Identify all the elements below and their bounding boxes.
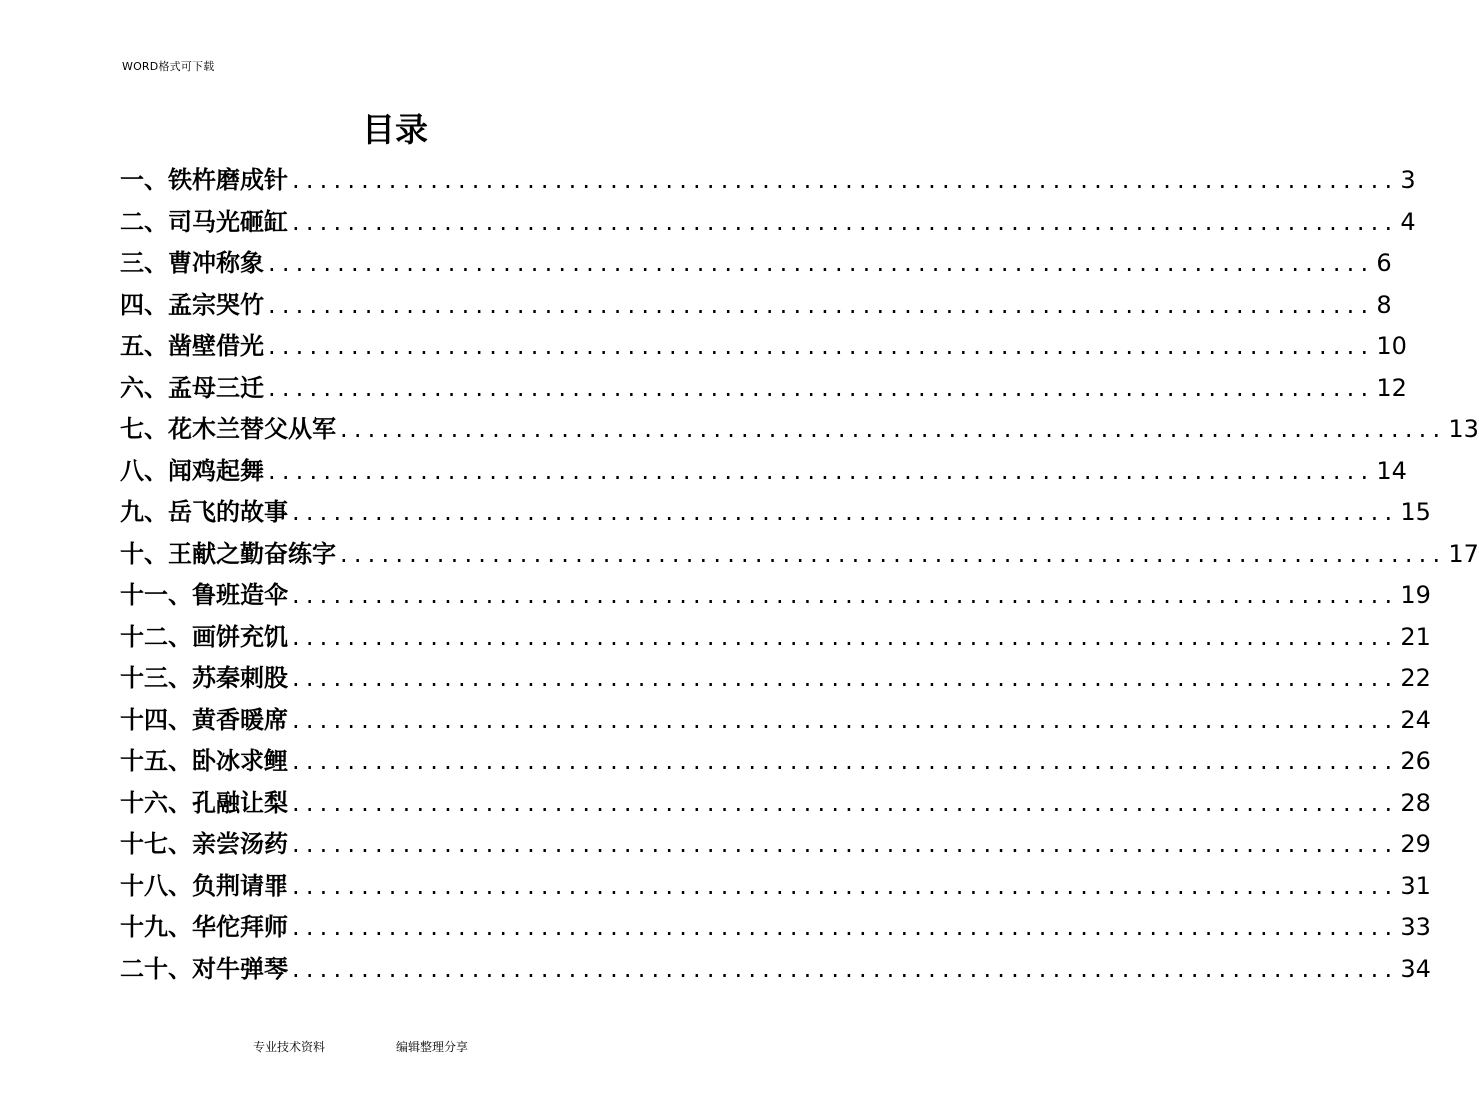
toc-entry[interactable]: [120, 409, 1479, 451]
toc-entry[interactable]: [120, 160, 1416, 202]
toc-entry-page-number: 29: [1400, 830, 1431, 858]
toc-entry-label: 八、闻鸡起舞: [120, 456, 264, 485]
toc-entry[interactable]: [120, 907, 1431, 949]
toc-entry-label: 十二、画饼充饥: [120, 622, 288, 651]
toc-entry-label: 六、孟母三迁: [120, 373, 264, 402]
toc-entry-page-number: 22: [1400, 664, 1431, 692]
toc-entry-label: 五、凿壁借光: [120, 332, 264, 360]
toc-entry-label: 三、曹冲称象: [120, 249, 264, 277]
header-note: WORD格式可下载: [122, 60, 215, 73]
toc-entry[interactable]: [120, 700, 1431, 742]
toc-dot-leader: ................................................................................: [292, 207, 1399, 236]
toc-dot-leader: ................................................................................: [292, 830, 1399, 858]
toc-entry[interactable]: [120, 285, 1392, 327]
toc-entry-label: 十一、鲁班造伞: [120, 581, 288, 609]
toc-entry-label: 九、岳飞的故事: [120, 498, 288, 526]
toc-entry-page-number: 15: [1400, 498, 1431, 526]
toc-dot-leader: ................................................................................: [292, 954, 1399, 983]
toc-entry-page-number: 17: [1448, 539, 1479, 568]
toc-entry-page-number: 6: [1376, 249, 1392, 277]
toc-entry[interactable]: [120, 949, 1431, 991]
toc-dot-leader: ................................................................................: [292, 498, 1399, 526]
toc-entry[interactable]: [120, 451, 1407, 493]
toc-dot-leader: ................................................................................: [292, 747, 1399, 775]
toc-dot-leader: ................................................................................: [292, 664, 1399, 692]
toc-entry-page-number: 34: [1400, 954, 1431, 983]
toc-entry-page-number: 19: [1400, 581, 1431, 609]
toc-entry-page-number: 33: [1400, 913, 1431, 941]
toc-entry-label: 十、王献之勤奋练字: [120, 539, 336, 568]
page-title: 目录: [362, 110, 428, 149]
toc-entry[interactable]: [120, 243, 1392, 285]
toc-dot-leader: ................................................................................: [340, 415, 1447, 443]
toc-entry-label: 十七、亲尝汤药: [120, 830, 288, 858]
toc-dot-leader: ................................................................................: [268, 290, 1375, 319]
toc-entry-label: 十四、黄香暖席: [120, 705, 288, 734]
toc-dot-leader: ................................................................................: [292, 581, 1399, 609]
toc-entry[interactable]: [120, 824, 1431, 866]
footer-right-text: 编辑整理分享: [396, 1040, 469, 1054]
toc-entry-label: 一、铁杵磨成针: [120, 166, 288, 194]
toc-entry-page-number: 10: [1376, 332, 1407, 360]
toc-entry-label: 十五、卧冰求鲤: [120, 747, 288, 775]
toc-entry-page-number: 12: [1376, 373, 1407, 402]
toc-dot-leader: ................................................................................: [268, 332, 1375, 360]
toc-entry[interactable]: [120, 741, 1431, 783]
toc-entry[interactable]: [120, 866, 1431, 908]
toc-entry-label: 十三、苏秦刺股: [120, 664, 288, 692]
toc-dot-leader: ................................................................................: [268, 373, 1375, 402]
table-of-contents: [120, 160, 1479, 990]
toc-entry-page-number: 8: [1376, 290, 1392, 319]
toc-entry-page-number: 28: [1400, 788, 1431, 817]
toc-entry-page-number: 21: [1400, 622, 1431, 651]
toc-entry-page-number: 31: [1400, 871, 1431, 900]
toc-entry-label: 二、司马光砸缸: [120, 207, 288, 236]
toc-entry-label: 二十、对牛弹琴: [120, 954, 288, 983]
toc-entry-label: 十九、华佗拜师: [120, 913, 288, 941]
toc-entry-label: 十六、孔融让梨: [120, 788, 288, 817]
toc-entry-page-number: 13: [1448, 415, 1479, 443]
toc-entry[interactable]: [120, 534, 1479, 576]
toc-entry-page-number: 4: [1400, 207, 1416, 236]
toc-entry-label: 四、孟宗哭竹: [120, 290, 264, 319]
footer-left-text: 专业技术资料: [253, 1040, 326, 1054]
toc-entry[interactable]: [120, 575, 1431, 617]
toc-dot-leader: ................................................................................: [292, 622, 1399, 651]
toc-entry[interactable]: [120, 492, 1431, 534]
toc-dot-leader: ................................................................................: [340, 539, 1447, 568]
toc-entry[interactable]: [120, 658, 1431, 700]
toc-entry-page-number: 14: [1376, 456, 1407, 485]
toc-entry[interactable]: [120, 617, 1431, 659]
toc-entry[interactable]: [120, 202, 1416, 244]
toc-dot-leader: ................................................................................: [292, 871, 1399, 900]
toc-entry-label: 十八、负荆请罪: [120, 871, 288, 900]
toc-entry-page-number: 26: [1400, 747, 1431, 775]
toc-entry-page-number: 3: [1400, 166, 1416, 194]
toc-dot-leader: ................................................................................: [292, 705, 1399, 734]
toc-dot-leader: ................................................................................: [292, 788, 1399, 817]
toc-dot-leader: ................................................................................: [292, 913, 1399, 941]
toc-dot-leader: ................................................................................: [268, 249, 1375, 277]
toc-dot-leader: ................................................................................: [292, 166, 1399, 194]
toc-entry[interactable]: [120, 326, 1407, 368]
toc-entry-label: 七、花木兰替父从军: [120, 415, 336, 443]
toc-entry-page-number: 24: [1400, 705, 1431, 734]
toc-entry[interactable]: [120, 368, 1407, 410]
toc-dot-leader: ................................................................................: [268, 456, 1375, 485]
toc-entry[interactable]: [120, 783, 1431, 825]
